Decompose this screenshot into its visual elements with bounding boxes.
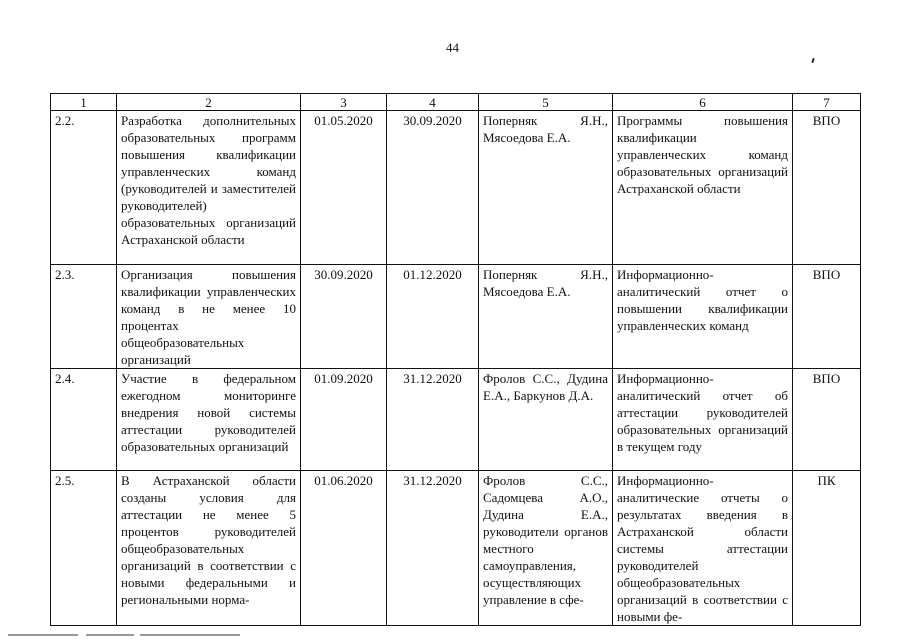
type-cell: ВПО <box>793 369 861 471</box>
table-row <box>51 265 861 369</box>
column-header: 3 <box>301 94 387 111</box>
type-cell: ПК <box>793 471 861 626</box>
end-date-cell: 01.12.2020 <box>387 265 479 369</box>
activity-cell: Участие в федеральном ежегодном мониторинге внедрения новой системы аттестации руководителей образовательных организаций <box>117 369 301 471</box>
end-date-cell: 30.09.2020 <box>387 111 479 265</box>
type-cell: ВПО <box>793 265 861 369</box>
responsible-cell: Фролов С.С., Садомцева А.О., Дудина Е.А., руководители органов местного самоуправления, осуществляющих управление в сфе- <box>479 471 613 626</box>
result-cell: Информационно-аналитические отчеты о результатах введения в Астраханской области системы аттестации руководителей общеобразовательных организаций в соответствии с новыми фе- <box>613 471 793 626</box>
table-row <box>51 369 861 471</box>
column-header: 7 <box>793 94 861 111</box>
end-date-cell: 31.12.2020 <box>387 471 479 626</box>
table-header-row <box>51 94 861 111</box>
result-cell: Программы повышения квалификации управленческих команд образовательных организаций Астраханской области <box>613 111 793 265</box>
scan-edge-marks <box>0 630 905 640</box>
row-number: 2.3. <box>51 265 117 369</box>
plan-table <box>50 93 861 626</box>
row-number: 2.5. <box>51 471 117 626</box>
responsible-cell: Поперняк Я.Н., Мясоедова Е.А. <box>479 111 613 265</box>
responsible-cell: Фролов С.С., Дудина Е.А., Баркунов Д.А. <box>479 369 613 471</box>
column-header: 5 <box>479 94 613 111</box>
activity-cell: Организация повышения квалификации управленческих команд в не менее 10 процентах общеобразовательных организаций <box>117 265 301 369</box>
result-cell: Информационно-аналитический отчет о повышении квалификации управленческих команд <box>613 265 793 369</box>
start-date-cell: 01.06.2020 <box>301 471 387 626</box>
column-header: 2 <box>117 94 301 111</box>
table-row <box>51 111 861 265</box>
result-cell: Информационно-аналитический отчет об аттестации руководителей образовательных организаций в текущем году <box>613 369 793 471</box>
start-date-cell: 01.09.2020 <box>301 369 387 471</box>
activity-cell: В Астраханской области созданы условия для аттестации не менее 5 процентов руководителей общеобразовательных организаций в соответствии с новыми федеральными и региональными норма- <box>117 471 301 626</box>
activity-cell: Разработка дополнительных образовательных программ повышения квалификации управленческих команд (руководителей и заместителей руководителей) образовательных организаций Астраханской области <box>117 111 301 265</box>
page-number: 44 <box>446 40 459 55</box>
start-date-cell: 01.05.2020 <box>301 111 387 265</box>
row-number: 2.2. <box>51 111 117 265</box>
start-date-cell: 30.09.2020 <box>301 265 387 369</box>
column-header: 1 <box>51 94 117 111</box>
row-number: 2.4. <box>51 369 117 471</box>
end-date-cell: 31.12.2020 <box>387 369 479 471</box>
type-cell: ВПО <box>793 111 861 265</box>
responsible-cell: Поперняк Я.Н., Мясоедова Е.А. <box>479 265 613 369</box>
column-header: 4 <box>387 94 479 111</box>
table-row <box>51 471 861 626</box>
column-header: 6 <box>613 94 793 111</box>
scan-speck <box>811 58 815 63</box>
